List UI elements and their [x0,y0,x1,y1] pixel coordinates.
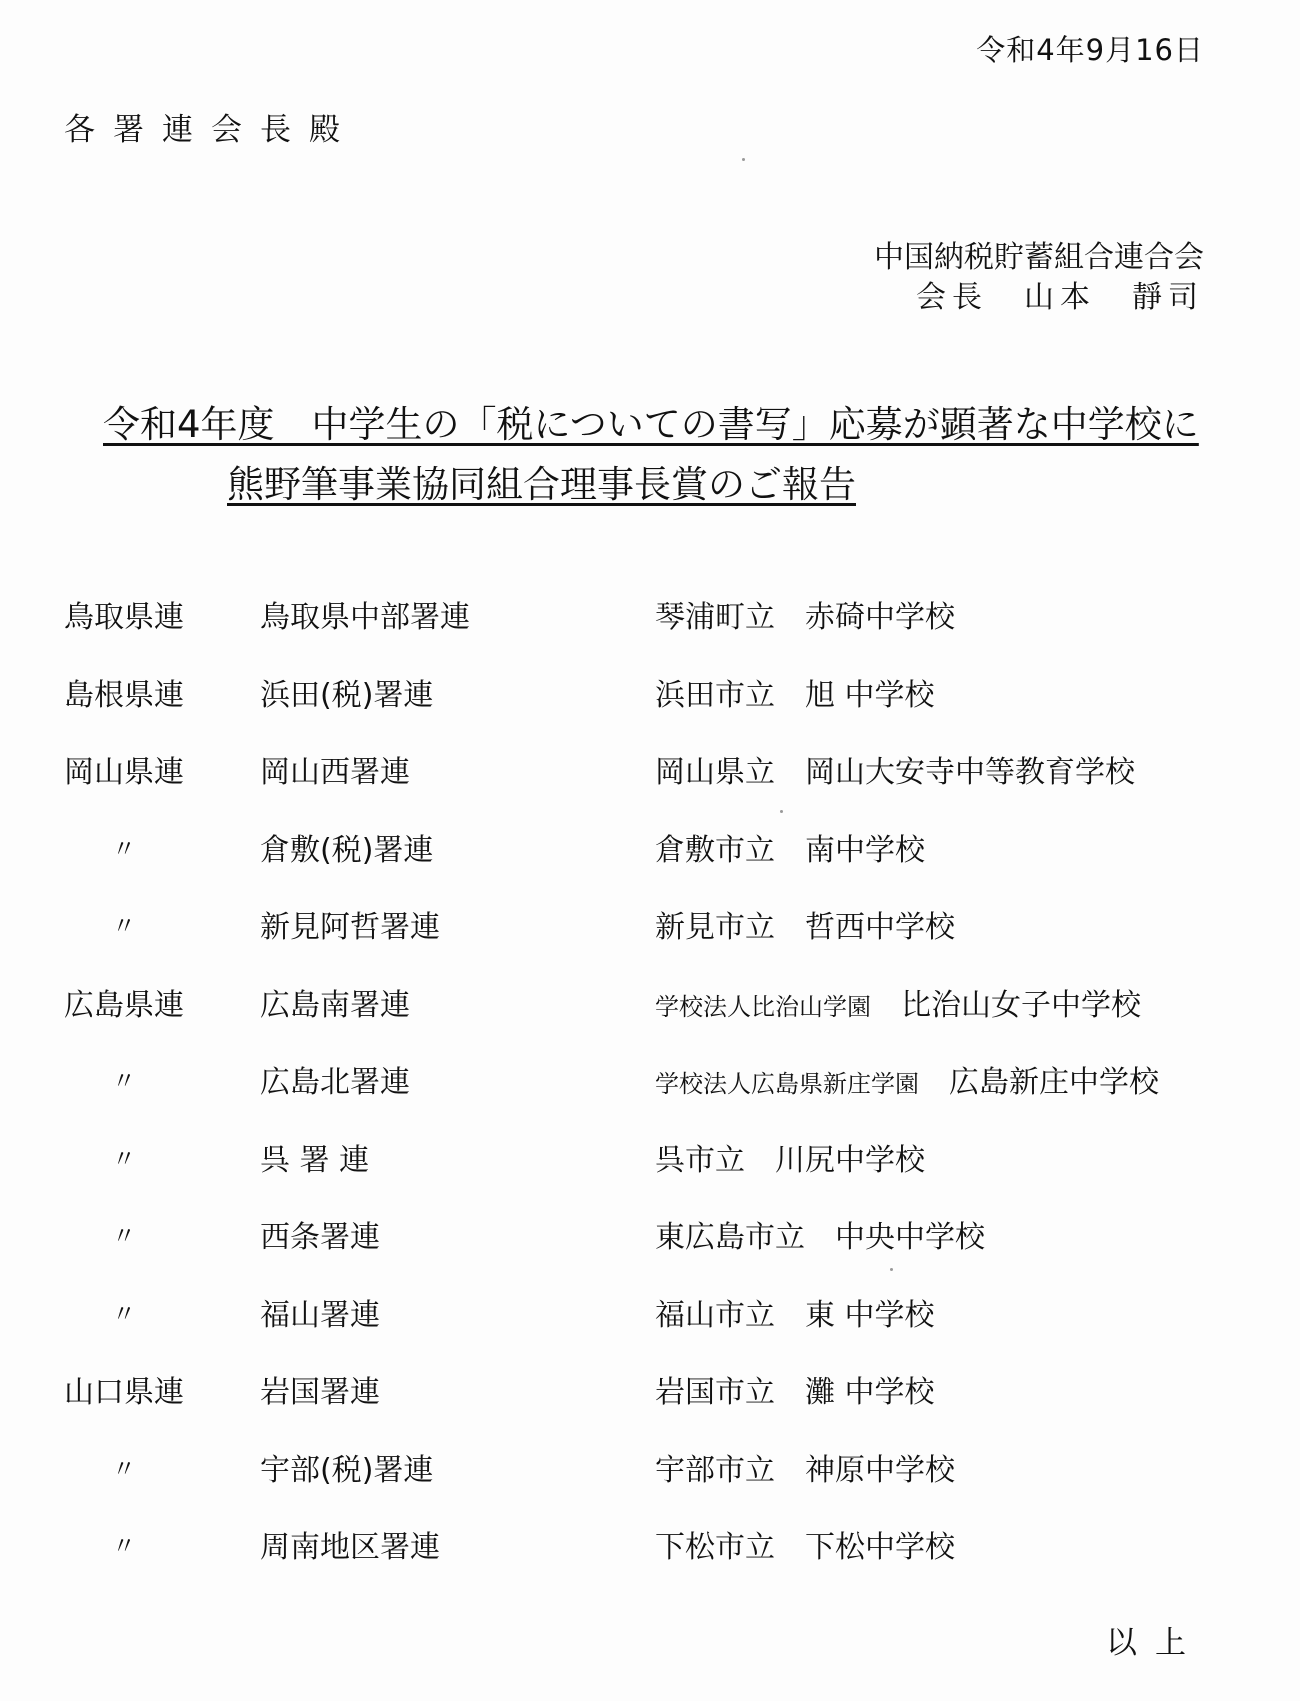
addressee: 各署連会長殿 [64,112,358,148]
award-row [0,1367,1300,1445]
award-list [0,592,1300,1600]
scan-speck [742,158,745,161]
award-row [0,1212,1300,1290]
award-row [0,1522,1300,1600]
school-title: 哲西中学校 [805,910,955,945]
title-line-1: 令和4年度 中学生の「税についての書写」応募が顕著な中学校に [103,403,1199,446]
school-title: 旭 中学校 [805,677,935,713]
school-title: 川尻中学校 [775,1142,925,1178]
school-operator: 福山市立 [655,1297,775,1333]
school-title: 南中学校 [805,832,925,868]
school-name [655,1290,935,1334]
school-operator: 下松市立 [655,1530,775,1565]
award-row [0,1057,1300,1135]
school-operator: 学校法人広島県新庄学園 [655,1070,919,1098]
school-operator: 東広島市立 [655,1220,805,1255]
school-name [655,747,1135,791]
tax-office-federation: 岩国署連 [260,1375,380,1410]
prefecture-federation: 広島県連 [64,987,184,1023]
tax-office-federation: 広島南署連 [260,987,410,1023]
prefecture-federation: 〃 [112,1532,136,1560]
award-row [0,980,1300,1058]
prefecture-federation: 鳥取県連 [64,600,184,635]
tax-office-federation: 呉 署 連 [260,1142,370,1178]
tax-office-federation: 宇部(税)署連 [260,1452,434,1488]
tax-office-federation: 福山署連 [260,1297,380,1333]
award-row [0,747,1300,825]
school-name [655,1367,935,1411]
school-name [655,1057,1159,1101]
tax-office-federation: 岡山西署連 [260,755,410,790]
school-operator: 新見市立 [655,910,775,945]
prefecture-federation: 〃 [112,1454,136,1483]
prefecture-federation: 〃 [112,1299,136,1328]
tax-office-federation: 周南地区署連 [260,1530,440,1565]
school-operator: 琴浦町立 [655,600,775,635]
sender-block [874,238,1204,318]
sender-organization: 中国納税貯蓄組合連合会 [874,240,1204,275]
school-operator: 呉市立 [655,1142,745,1178]
school-title: 比治山女子中学校 [901,987,1141,1023]
school-name [655,1135,925,1179]
school-operator: 倉敷市立 [655,832,775,868]
sender-name: 会長 山本 靜司 [916,280,1204,315]
award-row [0,592,1300,670]
tax-office-federation: 倉敷(税)署連 [260,832,434,868]
school-operator: 宇部市立 [655,1452,775,1488]
prefecture-federation: 岡山県連 [64,755,184,790]
school-name [655,902,955,946]
school-title: 神原中学校 [805,1452,955,1488]
prefecture-federation: 〃 [112,1144,136,1173]
school-name [655,670,935,714]
closing-mark: 以上 [1106,1625,1204,1661]
school-name [655,1445,955,1489]
prefecture-federation: 〃 [112,912,136,940]
award-row [0,902,1300,980]
document-date: 令和4年9月16日 [976,33,1204,67]
prefecture-federation: 〃 [112,834,136,863]
school-title: 岡山大安寺中等教育学校 [805,755,1135,790]
award-row [0,1290,1300,1368]
tax-office-federation: 西条署連 [260,1220,380,1255]
award-row [0,670,1300,748]
school-title: 灘 中学校 [805,1375,935,1410]
school-title: 広島新庄中学校 [949,1065,1159,1100]
school-operator: 学校法人比治山学園 [655,992,871,1021]
award-row [0,825,1300,903]
prefecture-federation: 山口県連 [64,1375,184,1410]
award-row [0,1445,1300,1523]
school-operator: 岩国市立 [655,1375,775,1410]
tax-office-federation: 浜田(税)署連 [260,677,434,713]
award-row [0,1135,1300,1213]
school-title: 下松中学校 [805,1530,955,1565]
school-title: 赤碕中学校 [805,600,955,635]
school-name [655,825,925,869]
prefecture-federation: 島根県連 [64,677,184,713]
prefecture-federation: 〃 [112,1067,136,1095]
tax-office-federation: 鳥取県中部署連 [260,600,470,635]
tax-office-federation: 広島北署連 [260,1065,410,1100]
prefecture-federation: 〃 [112,1222,136,1250]
school-name [655,592,955,636]
school-name [655,1522,955,1566]
title-line-2: 熊野筆事業協同組合理事長賞のご報告 [227,463,856,506]
school-name [655,980,1141,1024]
tax-office-federation: 新見阿哲署連 [260,910,440,945]
school-title: 中央中学校 [835,1220,985,1255]
school-name [655,1212,985,1256]
school-title: 東 中学校 [805,1297,935,1333]
school-operator: 岡山県立 [655,755,775,790]
school-operator: 浜田市立 [655,677,775,713]
scan-speck [890,1268,893,1271]
scan-speck [780,810,783,813]
